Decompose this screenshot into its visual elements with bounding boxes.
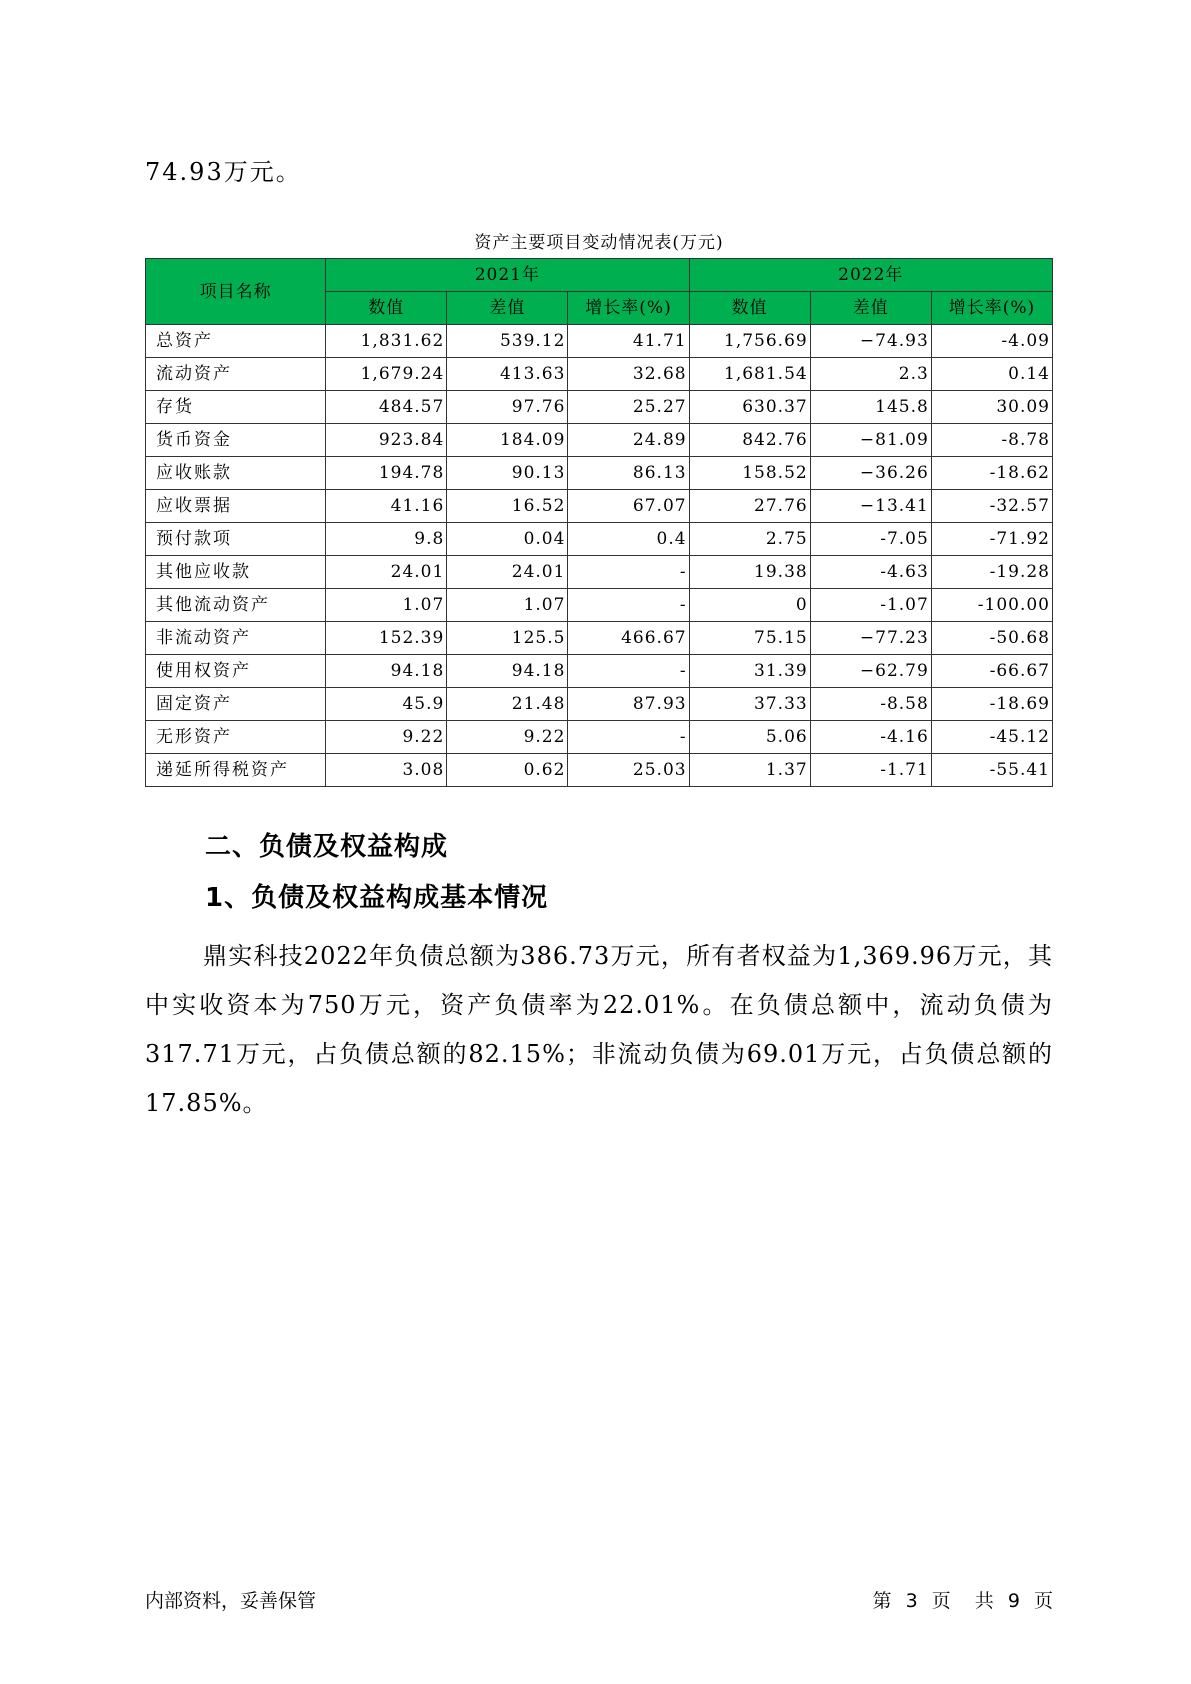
header-year-2022: 2022年 bbox=[689, 259, 1052, 292]
cell-rate-2022: -45.12 bbox=[931, 721, 1052, 754]
continued-paragraph: 74.93万元。 bbox=[145, 158, 302, 186]
cell-value-2022: 0 bbox=[689, 589, 810, 622]
table-row bbox=[146, 424, 1053, 457]
cell-rate-2021: 67.07 bbox=[568, 490, 689, 523]
cell-value-2021: 45.9 bbox=[326, 688, 447, 721]
cell-value-2021: 1,831.62 bbox=[326, 325, 447, 358]
cell-rate-2021: 466.67 bbox=[568, 622, 689, 655]
total-unit: 页 bbox=[1033, 1590, 1053, 1612]
page-prefix: 第 bbox=[872, 1590, 892, 1612]
table-row bbox=[146, 457, 1053, 490]
cell-rate-2021: 32.68 bbox=[568, 358, 689, 391]
cell-value-2021: 9.8 bbox=[326, 523, 447, 556]
cell-value-2022: 158.52 bbox=[689, 457, 810, 490]
cell-diff-2022: -4.16 bbox=[810, 721, 931, 754]
table-caption: 资产主要项目变动情况表(万元) bbox=[474, 233, 724, 253]
cell-diff-2021: 16.52 bbox=[447, 490, 568, 523]
cell-rate-2022: -32.57 bbox=[931, 490, 1052, 523]
cell-value-2022: 5.06 bbox=[689, 721, 810, 754]
cell-rate-2022: -19.28 bbox=[931, 556, 1052, 589]
cell-value-2022: 630.37 bbox=[689, 391, 810, 424]
cell-rate-2022: -8.78 bbox=[931, 424, 1052, 457]
cell-row-name: 总资产 bbox=[146, 325, 326, 358]
section-heading: 二、负债及权益构成 bbox=[205, 832, 449, 862]
table-row bbox=[146, 622, 1053, 655]
cell-row-name: 固定资产 bbox=[146, 688, 326, 721]
cell-rate-2021: 25.27 bbox=[568, 391, 689, 424]
total-prefix: 共 bbox=[974, 1590, 994, 1612]
header-item-name: 项目名称 bbox=[146, 259, 326, 325]
cell-value-2021: 9.22 bbox=[326, 721, 447, 754]
table-row bbox=[146, 688, 1053, 721]
cell-diff-2021: 97.76 bbox=[447, 391, 568, 424]
cell-diff-2021: 24.01 bbox=[447, 556, 568, 589]
cell-value-2022: 2.75 bbox=[689, 523, 810, 556]
cell-diff-2021: 9.22 bbox=[447, 721, 568, 754]
cell-value-2021: 1,679.24 bbox=[326, 358, 447, 391]
cell-value-2021: 94.18 bbox=[326, 655, 447, 688]
table-row bbox=[146, 523, 1053, 556]
cell-row-name: 其他应收款 bbox=[146, 556, 326, 589]
cell-rate-2022: -18.69 bbox=[931, 688, 1052, 721]
table-row bbox=[146, 490, 1053, 523]
cell-row-name: 递延所得税资产 bbox=[146, 754, 326, 787]
footer-page-number bbox=[873, 1586, 1053, 1613]
cell-value-2021: 1.07 bbox=[326, 589, 447, 622]
cell-rate-2022: -71.92 bbox=[931, 523, 1052, 556]
table-body bbox=[146, 325, 1053, 787]
cell-row-name: 流动资产 bbox=[146, 358, 326, 391]
cell-diff-2022: 2.3 bbox=[810, 358, 931, 391]
cell-rate-2022: -55.41 bbox=[931, 754, 1052, 787]
cell-rate-2021: 24.89 bbox=[568, 424, 689, 457]
cell-value-2022: 842.76 bbox=[689, 424, 810, 457]
cell-rate-2021: 87.93 bbox=[568, 688, 689, 721]
cell-rate-2022: -18.62 bbox=[931, 457, 1052, 490]
cell-diff-2021: 0.04 bbox=[447, 523, 568, 556]
cell-row-name: 货币资金 bbox=[146, 424, 326, 457]
cell-row-name: 无形资产 bbox=[146, 721, 326, 754]
page-unit: 页 bbox=[931, 1590, 951, 1612]
cell-diff-2021: 184.09 bbox=[447, 424, 568, 457]
cell-value-2022: 75.15 bbox=[689, 622, 810, 655]
table-row bbox=[146, 556, 1053, 589]
table-row bbox=[146, 589, 1053, 622]
cell-value-2021: 3.08 bbox=[326, 754, 447, 787]
table-row bbox=[146, 754, 1053, 787]
body-paragraph: 鼎实科技2022年负债总额为386.73万元，所有者权益为1,369.96万元，其中实收资本为750万元，资产负债率为22.01%。在负债总额中，流动负债为317.71万元，占负债总额的82.15%；非流动负债为69.01万元，占负债总额的17.85%。 bbox=[145, 942, 1053, 1117]
page-total: 9 bbox=[1007, 1590, 1020, 1612]
cell-diff-2022: −74.93 bbox=[810, 325, 931, 358]
cell-rate-2022: 0.14 bbox=[931, 358, 1052, 391]
cell-value-2022: 27.76 bbox=[689, 490, 810, 523]
cell-rate-2022: -4.09 bbox=[931, 325, 1052, 358]
cell-rate-2022: 30.09 bbox=[931, 391, 1052, 424]
cell-rate-2021: - bbox=[568, 556, 689, 589]
cell-rate-2022: -50.68 bbox=[931, 622, 1052, 655]
cell-value-2021: 24.01 bbox=[326, 556, 447, 589]
cell-diff-2021: 94.18 bbox=[447, 655, 568, 688]
cell-diff-2022: -1.07 bbox=[810, 589, 931, 622]
cell-diff-2022: -8.58 bbox=[810, 688, 931, 721]
cell-row-name: 其他流动资产 bbox=[146, 589, 326, 622]
cell-diff-2022: −36.26 bbox=[810, 457, 931, 490]
cell-value-2022: 37.33 bbox=[689, 688, 810, 721]
cell-rate-2022: -66.67 bbox=[931, 655, 1052, 688]
cell-value-2022: 1,756.69 bbox=[689, 325, 810, 358]
cell-rate-2021: - bbox=[568, 721, 689, 754]
footer-confidential-note: 内部资料，妥善保管 bbox=[145, 1590, 317, 1612]
table-row bbox=[146, 655, 1053, 688]
header-value-2022: 数值 bbox=[689, 292, 810, 325]
cell-row-name: 存货 bbox=[146, 391, 326, 424]
cell-row-name: 使用权资产 bbox=[146, 655, 326, 688]
header-value-2021: 数值 bbox=[326, 292, 447, 325]
cell-diff-2021: 90.13 bbox=[447, 457, 568, 490]
cell-diff-2021: 125.5 bbox=[447, 622, 568, 655]
cell-rate-2021: 41.71 bbox=[568, 325, 689, 358]
cell-diff-2022: −13.41 bbox=[810, 490, 931, 523]
cell-diff-2022: −77.23 bbox=[810, 622, 931, 655]
cell-value-2022: 1,681.54 bbox=[689, 358, 810, 391]
cell-diff-2022: −81.09 bbox=[810, 424, 931, 457]
cell-rate-2021: 86.13 bbox=[568, 457, 689, 490]
cell-rate-2022: -100.00 bbox=[931, 589, 1052, 622]
asset-change-table bbox=[145, 258, 1053, 787]
cell-diff-2021: 21.48 bbox=[447, 688, 568, 721]
page-current: 3 bbox=[905, 1590, 918, 1612]
cell-row-name: 应收票据 bbox=[146, 490, 326, 523]
cell-value-2022: 19.38 bbox=[689, 556, 810, 589]
cell-diff-2022: 145.8 bbox=[810, 391, 931, 424]
cell-diff-2022: -4.63 bbox=[810, 556, 931, 589]
header-year-2021: 2021年 bbox=[326, 259, 689, 292]
cell-diff-2021: 539.12 bbox=[447, 325, 568, 358]
subsection-heading: 1、负债及权益构成基本情况 bbox=[205, 883, 549, 913]
cell-diff-2021: 413.63 bbox=[447, 358, 568, 391]
cell-value-2021: 41.16 bbox=[326, 490, 447, 523]
cell-diff-2021: 0.62 bbox=[447, 754, 568, 787]
table-row bbox=[146, 358, 1053, 391]
cell-row-name: 非流动资产 bbox=[146, 622, 326, 655]
header-diff-2022: 差值 bbox=[810, 292, 931, 325]
table-row bbox=[146, 325, 1053, 358]
cell-diff-2022: −62.79 bbox=[810, 655, 931, 688]
cell-rate-2021: 0.4 bbox=[568, 523, 689, 556]
header-rate-2022: 增长率(%) bbox=[931, 292, 1052, 325]
cell-rate-2021: 25.03 bbox=[568, 754, 689, 787]
cell-rate-2021: - bbox=[568, 655, 689, 688]
cell-row-name: 预付款项 bbox=[146, 523, 326, 556]
cell-value-2021: 152.39 bbox=[326, 622, 447, 655]
cell-value-2022: 1.37 bbox=[689, 754, 810, 787]
header-rate-2021: 增长率(%) bbox=[568, 292, 689, 325]
cell-diff-2022: -1.71 bbox=[810, 754, 931, 787]
table-row bbox=[146, 391, 1053, 424]
cell-rate-2021: - bbox=[568, 589, 689, 622]
cell-row-name: 应收账款 bbox=[146, 457, 326, 490]
table-row bbox=[146, 721, 1053, 754]
cell-diff-2021: 1.07 bbox=[447, 589, 568, 622]
cell-value-2021: 194.78 bbox=[326, 457, 447, 490]
header-diff-2021: 差值 bbox=[447, 292, 568, 325]
cell-value-2022: 31.39 bbox=[689, 655, 810, 688]
cell-value-2021: 923.84 bbox=[326, 424, 447, 457]
cell-diff-2022: -7.05 bbox=[810, 523, 931, 556]
cell-value-2021: 484.57 bbox=[326, 391, 447, 424]
